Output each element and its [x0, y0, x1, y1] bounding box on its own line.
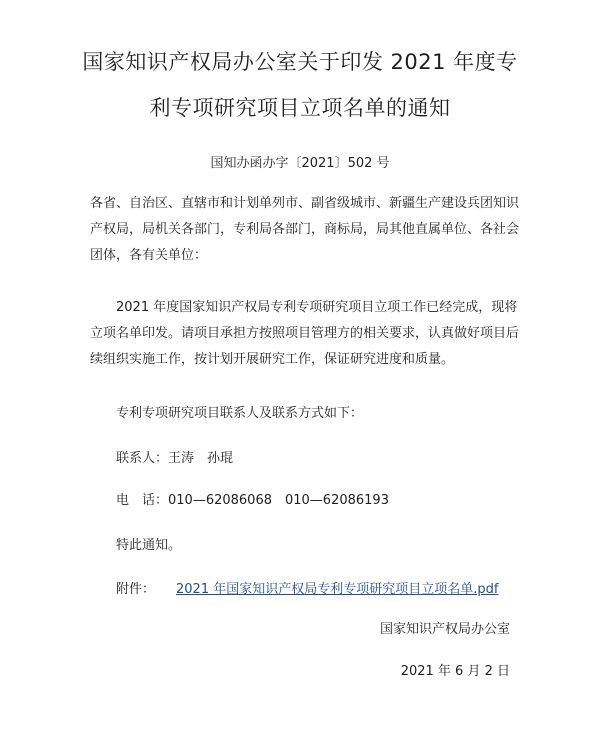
document-number: 国知办函办字〔2021〕502 号	[210, 156, 390, 171]
signature-office: 国家知识产权局办公室	[379, 622, 510, 637]
addressees-paragraph: 各省、自治区、直辖市和计划单列市、副省级城市、新疆生产建设兵团知识产权局，局机关各部门，专利局各部门，商标局，局其他直属单位、各社会团体，各有关单位：	[90, 196, 520, 263]
contact-phone: 电 话：010—62086068 010—62086193	[116, 493, 389, 508]
document-title-line-2: 利专项研究项目立项名单的通知	[149, 96, 451, 120]
document-title-line-1: 国家知识产权局办公室关于印发 2021 年度专	[82, 50, 518, 74]
attachment-label: 附件：	[116, 582, 156, 597]
contact-person: 联系人：王涛 孙琨	[116, 451, 234, 466]
body-paragraph: 2021 年度国家知识产权局专利专项研究项目立项工作已经完成，现将立项名单印发。请项目承担方按照项目管理方的相关要求，认真做好项目后续组织实施工作，按计划开展研究工作，保证研究进度和质量。	[90, 300, 520, 367]
signature-date: 2021 年 6 月 2 日	[400, 664, 510, 679]
attachment-link[interactable]: 2021 年国家知识产权局专利专项研究项目立项名单.pdf	[176, 582, 499, 597]
closing-text: 特此通知。	[116, 538, 182, 553]
contact-intro: 专利专项研究项目联系人及联系方式如下：	[116, 406, 364, 421]
